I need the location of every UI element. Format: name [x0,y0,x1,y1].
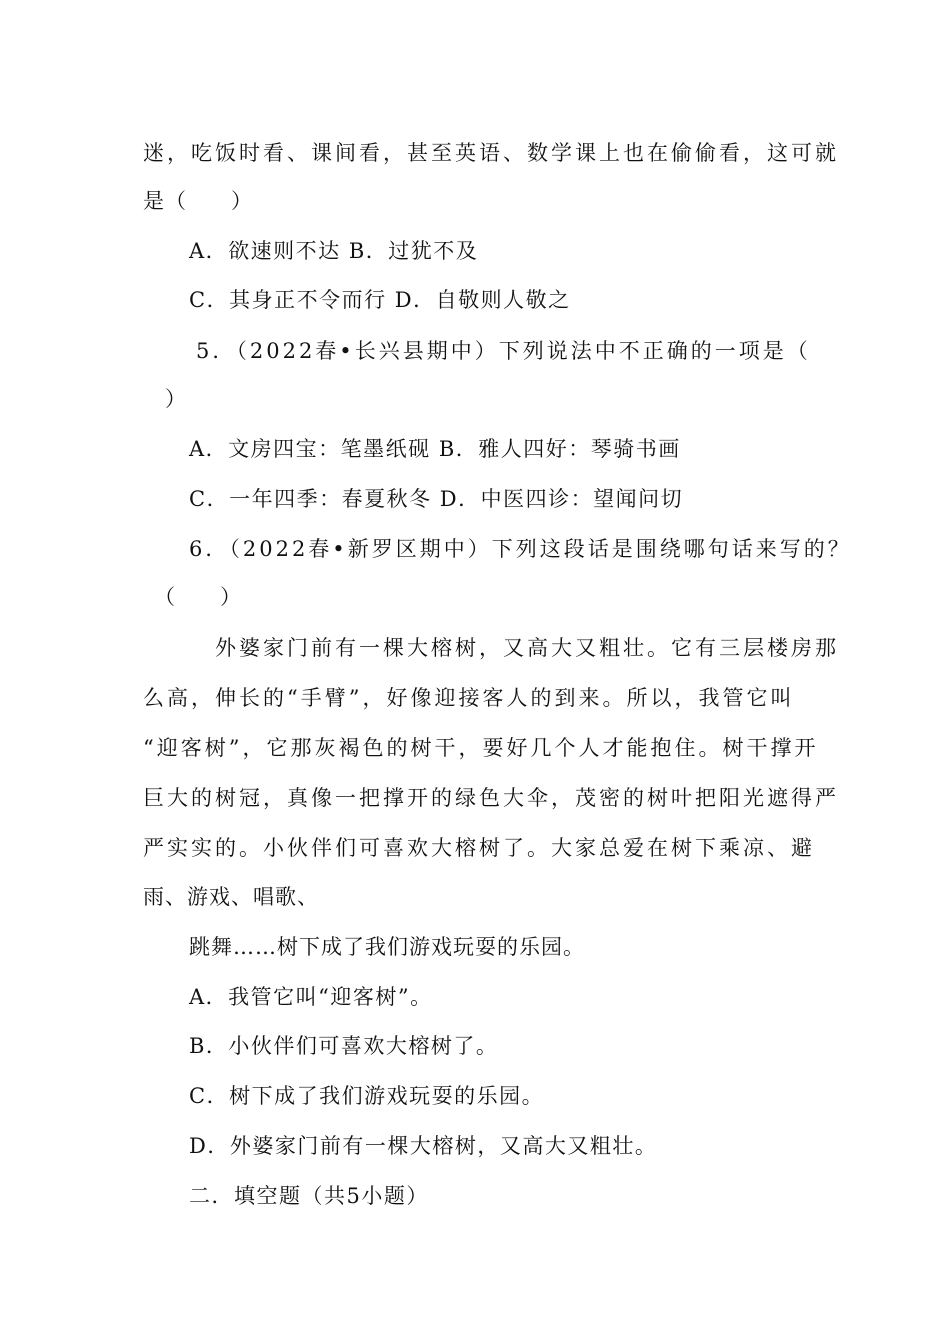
q4-stem-line-1: 迷，吃饭时看、课间看，甚至英语、数学课上也在偷偷看，这可就 [143,141,839,165]
q6-passage-line: “迎客树”，它那灰褐色的树干，要好几个人才能抱住。树干撑开 [143,736,819,760]
q5-options-cd: C．一年四季：春夏秋冬 D．中医四诊：望闻问切 [189,487,684,511]
q4-options-cd: C．其身正不令而行 D．自敬则人敬之 [189,288,571,312]
q6-passage-line: 严实实的。小伙伴们可喜欢大榕树了。大家总爱在树下乘凉、避 [143,836,815,860]
q6-option-a: A．我管它叫“迎客树”。 [189,985,433,1009]
q6-passage-line: 跳舞……树下成了我们游戏玩耍的乐园。 [189,935,585,959]
section-heading-fill-in: 二．填空题（共5小题） [189,1184,429,1208]
q6-passage-line: 么高，伸长的“手臂”，好像迎接客人的到来。所以，我管它叫 [143,686,795,710]
q5-options-ab: A．文房四宝：笔墨纸砚 B．雅人四好：琴骑书画 [189,437,681,461]
q5-stem-line-1: 5．（2022春•长兴县期中）下列说法中不正确的一项是（ [196,339,811,363]
q6-passage-line: 雨、游戏、唱歌、 [143,885,319,909]
q4-options-ab: A．欲速则不达 B．过犹不及 [189,239,479,263]
q6-stem-line-1: 6．（2022春•新罗区期中）下列这段话是围绕哪句话来写的？ [189,537,852,561]
q6-option-b: B．小伙伴们可喜欢大榕树了。 [189,1034,499,1058]
q6-option-d: D．外婆家门前有一棵大榕树，又高大又粗壮。 [189,1134,658,1158]
q4-stem-line-2: 是（ ） [143,189,253,213]
q6-option-c: C．树下成了我们游戏玩耍的乐园。 [189,1084,545,1108]
q6-passage-line: 巨大的树冠，真像一把撑开的绿色大伞，茂密的树叶把阳光遮得严 [143,786,839,810]
q6-passage-line: 外婆家门前有一棵大榕树，又高大又粗壮。它有三层楼房那 [215,636,839,660]
q5-stem-line-2: ） [165,387,187,411]
q6-stem-line-2: （ ） [154,585,242,609]
